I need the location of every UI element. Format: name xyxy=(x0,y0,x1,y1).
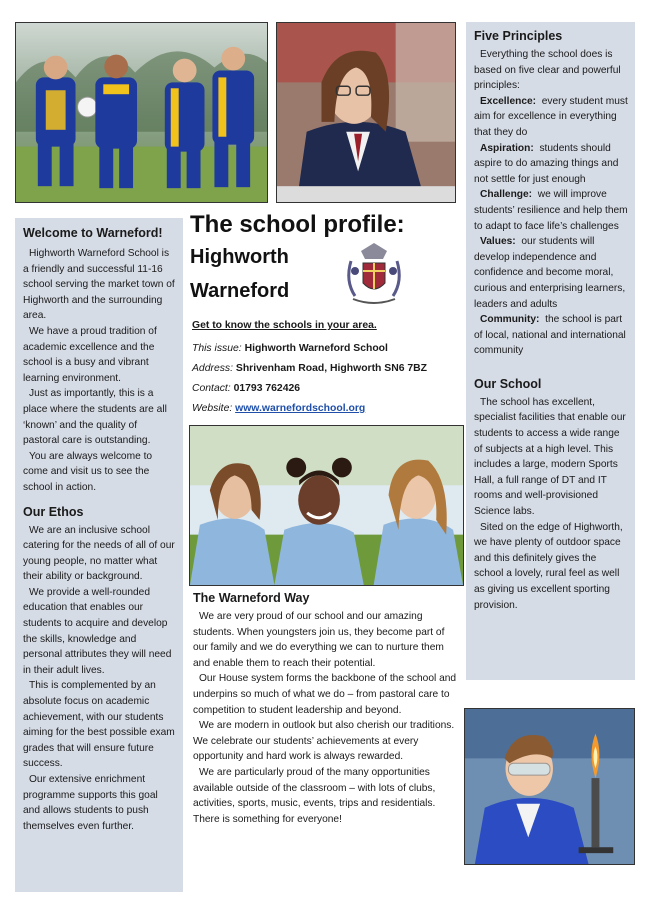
website-line xyxy=(192,399,464,419)
address-label: Address: xyxy=(192,363,234,374)
profile-tagline: Get to know the schools in your area. xyxy=(192,320,377,331)
profile-title: The school profile: xyxy=(190,211,405,238)
principle-text: we will improve students’ resilience and help them to adapt to face life’s challenges xyxy=(474,189,628,232)
principles-intro: Everything the school does is based on five clear and powerful principles: xyxy=(474,49,621,92)
principle-text: our students will develop independence and confidence and become moral, curious and enterprising learners, leaders and adults xyxy=(474,236,626,310)
warneford-way-paragraph: Our House system forms the backbone of the school and underpins so much of what we do – from pastoral care to competition to student leadership and beyond. xyxy=(193,673,457,716)
website-link[interactable]: www.warnefordschool.org xyxy=(235,403,366,414)
contact-line xyxy=(192,379,464,399)
student-writing-photo xyxy=(276,22,456,203)
ethos-paragraph: We provide a well-rounded education that enables our students to acquire and develop the skills, knowledge and personal attributes they will need in their adult lives. xyxy=(23,586,172,676)
principle-term: Community: xyxy=(480,314,540,326)
three-girls-lying-on-grass-photo xyxy=(189,425,464,586)
right-info-panel xyxy=(466,22,635,680)
our-school-paragraph: Sited on the edge of Highworth, we have plenty of outdoor space and this definitely gives the school a lovely, rural feel as well as giving us excellent sporting provision. xyxy=(474,521,623,611)
address-value: Shrivenham Road, Highworth SN6 7BZ xyxy=(235,363,428,374)
profile-school-name-line1: Highworth xyxy=(190,246,289,268)
warneford-way-paragraph: We are very proud of our school and our amazing students. When youngsters join us, they become part of our family and we do everything we can to nurture them and enable them to reach their potential. xyxy=(193,611,445,669)
website-label: Website: xyxy=(192,403,233,414)
ethos-heading: Our Ethos xyxy=(23,504,84,519)
our-school-paragraph: The school has excellent, specialist facilities that enable our students to access a wide range of subjects at a high level. This includes a large, modern Sports Hall, a full range of DT and IT rooms and well-provisioned Science labs. xyxy=(474,396,626,518)
ethos-paragraph: This is complemented by an absolute focus on academic achievement, with our students aiming for the best possible exam grades that will ensure future success. xyxy=(23,680,175,770)
principle-text: every student must aim for excellence in everything that they do xyxy=(474,95,628,138)
principle-item xyxy=(474,234,628,312)
principle-item xyxy=(474,312,628,359)
left-info-panel xyxy=(15,218,183,892)
warneford-way-heading: The Warneford Way xyxy=(193,591,310,605)
principle-item xyxy=(474,94,628,141)
contact-value: 01793 762426 xyxy=(233,383,301,394)
principle-item xyxy=(474,187,628,234)
welcome-paragraph: Just as importantly, this is a place where the students are all ‘known’ and the quality of pastoral care is outstanding. xyxy=(23,388,167,447)
principle-term: Excellence: xyxy=(480,95,537,107)
principle-text: the school is part of local, national and international community xyxy=(474,314,626,357)
issue-label: This issue: xyxy=(192,343,242,354)
warneford-way-paragraph: We are particularly proud of the many opportunities available outside of the classroom – with lots of clubs, activities, sports, music, events, trips and residentials. There is something for everyone! xyxy=(193,766,436,825)
principle-text: students should aspire to do amazing things and not settle for just enough xyxy=(474,142,619,185)
principle-term: Challenge: xyxy=(480,189,533,201)
warneford-way-paragraph: We are modern in outlook but also cherish our traditions. We celebrate our students’ achievements at every opportunity and hard work is always rewarded. xyxy=(193,720,455,763)
principles-heading: Five Principles xyxy=(474,29,563,43)
address-line xyxy=(192,359,464,379)
issue-line xyxy=(192,339,464,359)
issue-value: Highworth Warneford School xyxy=(244,343,388,354)
principle-term: Values: xyxy=(480,236,516,248)
boy-with-bunsen-burner-photo xyxy=(464,708,635,865)
profile-school-name-line2: Warneford xyxy=(190,280,290,302)
welcome-paragraph: You are always welcome to come and visit us to see the school in action. xyxy=(23,450,153,493)
our-school-heading: Our School xyxy=(474,376,542,391)
ethos-paragraph: Our extensive enrichment programme supports this goal and allows students to push themselves even further. xyxy=(23,774,158,832)
principle-item xyxy=(474,141,628,188)
welcome-paragraph: Highworth Warneford School is a friendly and successful 11-16 school serving the market town of Highworth and the surrounding area. xyxy=(23,248,175,322)
school-crest-logo xyxy=(343,241,405,307)
football-players-photo xyxy=(15,22,268,203)
profile-title-block xyxy=(190,210,462,308)
principle-term: Aspiration: xyxy=(480,142,534,154)
ethos-paragraph: We are an inclusive school catering for the needs of all of our young people, no matter what their ability or background. xyxy=(23,524,175,583)
contact-label: Contact: xyxy=(192,383,231,394)
warneford-way-section xyxy=(193,590,459,827)
welcome-heading: Welcome to Warneford! xyxy=(23,226,163,240)
welcome-paragraph: We have a proud tradition of academic excellence and the school is a busy and vibrant learning environment. xyxy=(23,325,157,384)
profile-details xyxy=(192,318,464,419)
